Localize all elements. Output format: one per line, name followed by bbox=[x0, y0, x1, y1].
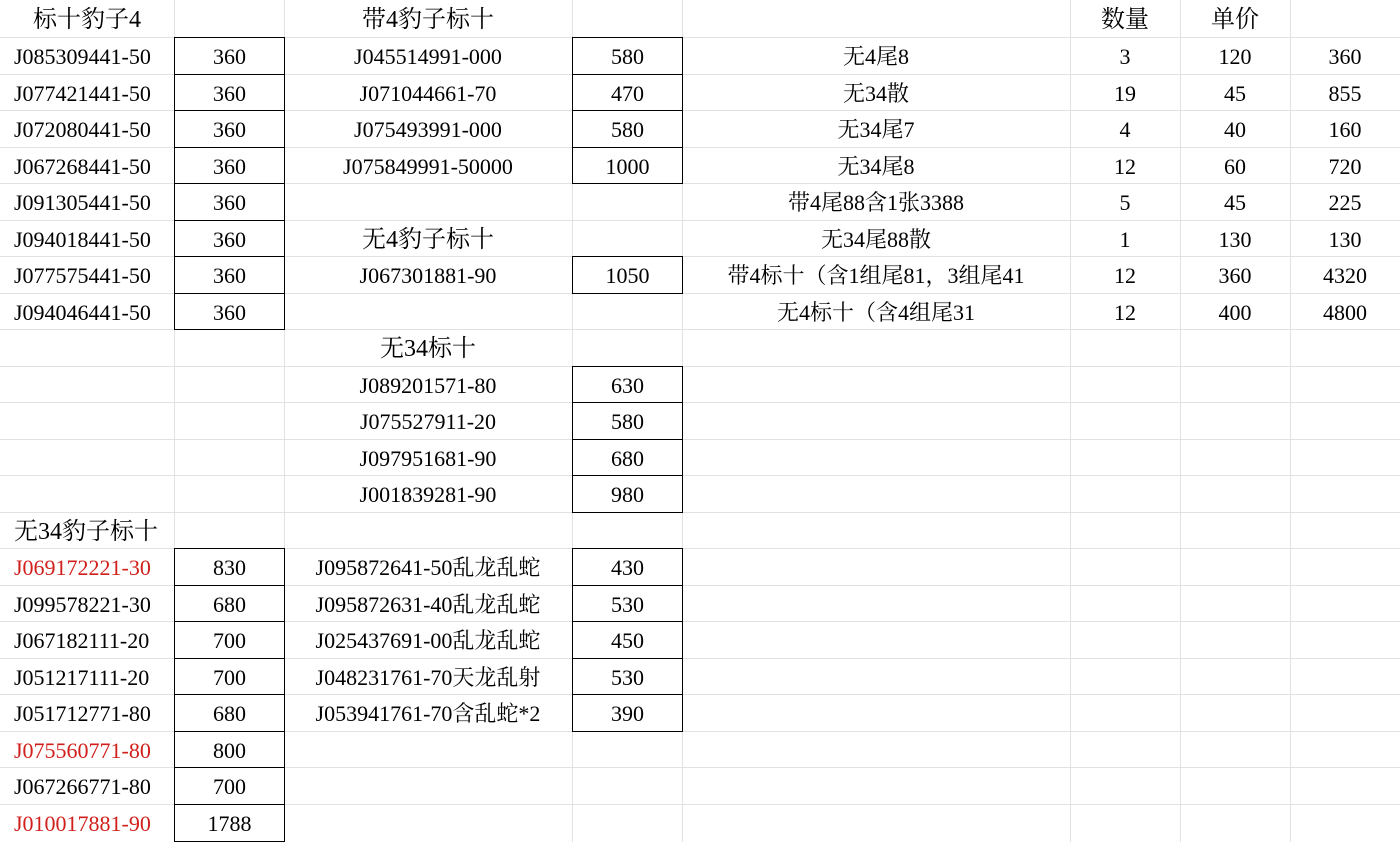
summary-name-cell[interactable]: 无34散 bbox=[842, 80, 909, 106]
summary-unit-cell[interactable]: 130 bbox=[1218, 226, 1252, 252]
summary-qty-cell[interactable]: 1 bbox=[1119, 226, 1131, 252]
gridline-horizontal bbox=[0, 475, 1400, 476]
price-cell[interactable]: 360 bbox=[174, 256, 285, 294]
code-cell[interactable]: J048231761-70天龙乱射 bbox=[315, 664, 541, 690]
price-cell[interactable]: 830 bbox=[174, 548, 285, 586]
summary-name-cell[interactable]: 带4尾88含1张3388 bbox=[787, 189, 964, 215]
price-cell[interactable]: 680 bbox=[572, 439, 683, 476]
summary-name-cell[interactable]: 无34尾7 bbox=[837, 116, 915, 142]
code-cell[interactable]: J025437691-00乱龙乱蛇 bbox=[315, 627, 541, 653]
code-cell[interactable]: J072080441-50 bbox=[14, 116, 151, 142]
price-cell[interactable]: 980 bbox=[572, 475, 683, 513]
section-title[interactable]: 无34豹子标十 bbox=[14, 518, 158, 545]
price-cell[interactable]: 360 bbox=[174, 110, 285, 148]
price-cell[interactable]: 1000 bbox=[572, 147, 683, 184]
price-cell[interactable]: 630 bbox=[572, 366, 683, 403]
price-cell[interactable]: 390 bbox=[572, 694, 683, 732]
price-cell[interactable]: 680 bbox=[174, 694, 285, 732]
code-cell[interactable]: J069172221-30 bbox=[14, 554, 151, 580]
gridline-horizontal bbox=[0, 366, 1400, 367]
summary-unit-cell[interactable]: 120 bbox=[1218, 43, 1252, 69]
code-cell[interactable]: J094018441-50 bbox=[14, 226, 151, 252]
summary-name-cell[interactable]: 无34尾88散 bbox=[820, 226, 931, 252]
section-title[interactable]: 无34标十 bbox=[380, 335, 476, 362]
summary-name-cell[interactable]: 无4尾8 bbox=[842, 43, 909, 69]
summary-total-cell[interactable]: 720 bbox=[1328, 153, 1362, 179]
price-cell[interactable]: 700 bbox=[174, 621, 285, 659]
code-cell[interactable]: J089201571-80 bbox=[359, 372, 497, 398]
price-cell[interactable]: 430 bbox=[572, 548, 683, 586]
code-cell[interactable]: J077421441-50 bbox=[14, 80, 151, 106]
price-cell[interactable]: 580 bbox=[572, 37, 683, 75]
summary-unit-cell[interactable]: 60 bbox=[1224, 153, 1246, 179]
price-cell[interactable]: 530 bbox=[572, 585, 683, 622]
summary-unit-cell[interactable]: 45 bbox=[1224, 80, 1246, 106]
summary-total-cell[interactable]: 855 bbox=[1328, 80, 1362, 106]
code-cell[interactable]: J067268441-50 bbox=[14, 153, 151, 179]
code-cell[interactable]: J067266771-80 bbox=[14, 773, 151, 799]
code-cell[interactable]: J094046441-50 bbox=[14, 299, 151, 325]
header-unit-price[interactable]: 单价 bbox=[1211, 6, 1259, 33]
code-cell[interactable]: J001839281-90 bbox=[359, 481, 497, 507]
summary-name-cell[interactable]: 无4标十（含4组尾31 bbox=[776, 299, 975, 325]
code-cell[interactable]: J075493991-000 bbox=[354, 116, 502, 142]
price-cell[interactable]: 360 bbox=[174, 37, 285, 75]
summary-total-cell[interactable]: 225 bbox=[1328, 189, 1362, 215]
summary-qty-cell[interactable]: 12 bbox=[1114, 262, 1136, 288]
summary-unit-cell[interactable]: 360 bbox=[1218, 262, 1252, 288]
price-cell[interactable]: 700 bbox=[174, 767, 285, 805]
summary-total-cell[interactable]: 360 bbox=[1328, 43, 1362, 69]
section-title[interactable]: 无4豹子标十 bbox=[362, 226, 494, 253]
price-cell[interactable]: 360 bbox=[174, 147, 285, 184]
summary-unit-cell[interactable]: 45 bbox=[1224, 189, 1246, 215]
summary-qty-cell[interactable]: 5 bbox=[1119, 189, 1131, 215]
summary-unit-cell[interactable]: 400 bbox=[1218, 299, 1252, 325]
price-cell[interactable]: 360 bbox=[174, 74, 285, 111]
summary-unit-cell[interactable]: 40 bbox=[1224, 116, 1246, 142]
price-cell[interactable]: 1050 bbox=[572, 256, 683, 294]
price-cell[interactable]: 680 bbox=[174, 585, 285, 622]
gridline-horizontal bbox=[0, 439, 1400, 440]
code-cell[interactable]: J010017881-90 bbox=[14, 810, 151, 836]
price-cell[interactable]: 530 bbox=[572, 658, 683, 695]
summary-qty-cell[interactable]: 3 bbox=[1119, 43, 1131, 69]
code-cell[interactable]: J091305441-50 bbox=[14, 189, 151, 215]
summary-qty-cell[interactable]: 12 bbox=[1114, 153, 1136, 179]
summary-qty-cell[interactable]: 4 bbox=[1119, 116, 1131, 142]
summary-total-cell[interactable]: 160 bbox=[1328, 116, 1362, 142]
code-cell[interactable]: J071044661-70 bbox=[359, 80, 497, 106]
summary-name-cell[interactable]: 无34尾8 bbox=[837, 153, 915, 179]
price-cell[interactable]: 450 bbox=[572, 621, 683, 659]
code-cell[interactable]: J095872641-50乱龙乱蛇 bbox=[315, 554, 541, 580]
code-cell[interactable]: J053941761-70含乱蛇*2 bbox=[315, 700, 541, 726]
price-cell[interactable]: 360 bbox=[174, 183, 285, 221]
summary-name-cell[interactable]: 带4标十（含1组尾81，3组尾41 bbox=[727, 262, 1025, 288]
code-cell[interactable]: J085309441-50 bbox=[14, 43, 151, 69]
code-cell[interactable]: J051712771-80 bbox=[14, 700, 151, 726]
code-cell[interactable]: J077575441-50 bbox=[14, 262, 151, 288]
section-title[interactable]: 带4豹子标十 bbox=[362, 6, 494, 33]
code-cell[interactable]: J099578221-30 bbox=[14, 591, 151, 617]
summary-qty-cell[interactable]: 19 bbox=[1114, 80, 1136, 106]
header-quantity[interactable]: 数量 bbox=[1101, 6, 1149, 33]
code-cell[interactable]: J075849991-50000 bbox=[343, 153, 513, 179]
price-cell[interactable]: 360 bbox=[174, 220, 285, 257]
price-cell[interactable]: 700 bbox=[174, 658, 285, 695]
price-cell[interactable]: 580 bbox=[572, 402, 683, 440]
summary-total-cell[interactable]: 4800 bbox=[1323, 299, 1367, 325]
summary-qty-cell[interactable]: 12 bbox=[1114, 299, 1136, 325]
gridline-horizontal bbox=[0, 402, 1400, 403]
code-cell[interactable]: J067301881-90 bbox=[359, 262, 497, 288]
price-cell[interactable]: 800 bbox=[174, 731, 285, 768]
code-cell[interactable]: J075560771-80 bbox=[14, 737, 151, 763]
price-cell[interactable]: 470 bbox=[572, 74, 683, 111]
price-cell[interactable]: 580 bbox=[572, 110, 683, 148]
code-cell[interactable]: J067182111-20 bbox=[14, 627, 150, 653]
section-title[interactable]: 标十豹子4 bbox=[33, 6, 141, 33]
gridline-horizontal bbox=[0, 512, 1400, 513]
summary-total-cell[interactable]: 130 bbox=[1328, 226, 1362, 252]
price-cell[interactable]: 360 bbox=[174, 293, 285, 330]
price-cell[interactable]: 1788 bbox=[174, 804, 285, 842]
code-cell[interactable]: J075527911-20 bbox=[359, 408, 497, 434]
code-cell[interactable]: J095872631-40乱龙乱蛇 bbox=[315, 591, 541, 617]
summary-total-cell[interactable]: 4320 bbox=[1323, 262, 1367, 288]
code-cell[interactable]: J097951681-90 bbox=[359, 445, 497, 471]
code-cell[interactable]: J045514991-000 bbox=[354, 43, 502, 69]
code-cell[interactable]: J051217111-20 bbox=[14, 664, 150, 690]
